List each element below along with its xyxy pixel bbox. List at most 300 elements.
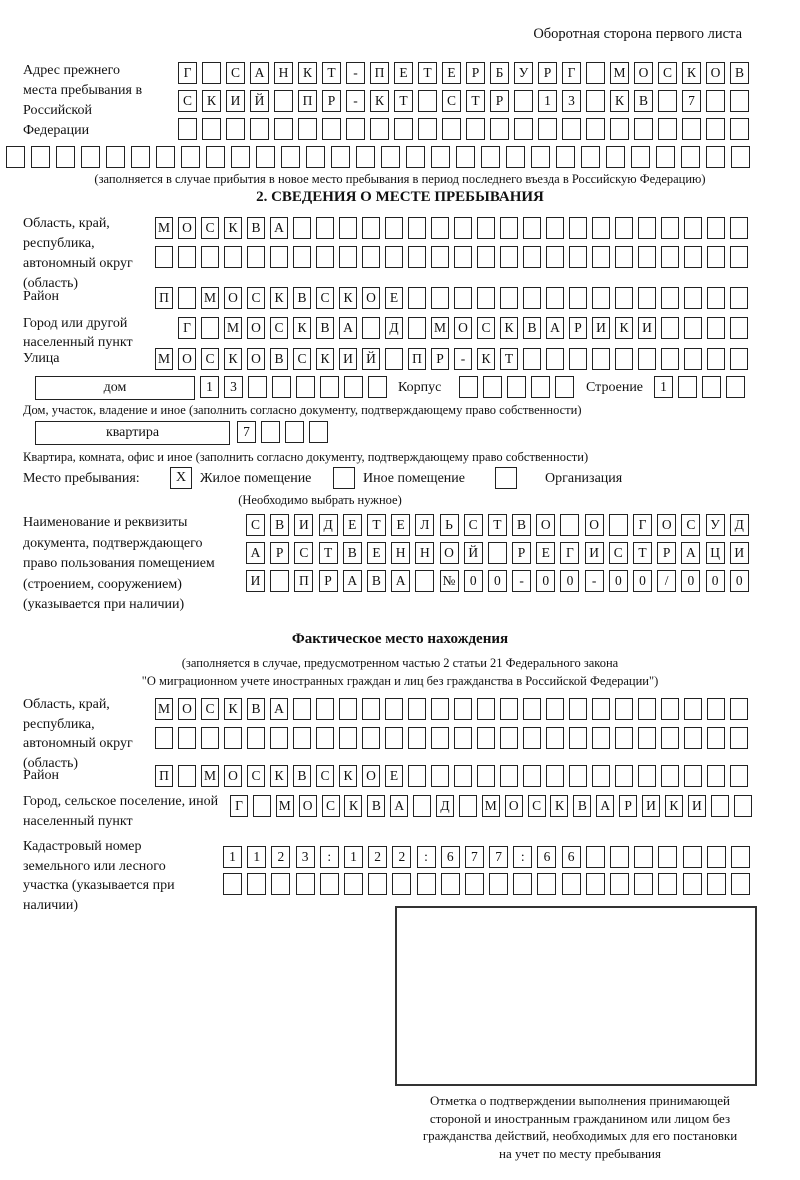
char-cell[interactable]	[206, 146, 225, 168]
char-cell[interactable]: 2	[271, 846, 290, 868]
char-cell[interactable]	[711, 795, 729, 817]
char-cell[interactable]	[638, 348, 656, 370]
char-cell[interactable]	[6, 146, 25, 168]
char-cell[interactable]	[661, 317, 679, 339]
char-cell[interactable]: 0	[488, 570, 507, 592]
char-cell[interactable]	[490, 118, 509, 140]
char-cell[interactable]	[370, 118, 389, 140]
char-cell[interactable]	[406, 146, 425, 168]
char-cell[interactable]	[296, 873, 315, 895]
char-cell[interactable]	[256, 146, 275, 168]
char-cell[interactable]	[661, 698, 679, 720]
char-cell[interactable]	[320, 376, 339, 398]
char-cell[interactable]: О	[178, 217, 196, 239]
char-cell[interactable]: И	[642, 795, 660, 817]
char-cell[interactable]	[707, 287, 725, 309]
char-cell[interactable]: 0	[609, 570, 628, 592]
char-cell[interactable]: К	[339, 287, 357, 309]
char-cell[interactable]	[592, 287, 610, 309]
char-cell[interactable]	[586, 118, 605, 140]
char-cell[interactable]	[592, 765, 610, 787]
char-cell[interactable]	[731, 873, 750, 895]
char-cell[interactable]	[638, 287, 656, 309]
char-cell[interactable]	[546, 765, 564, 787]
char-cell[interactable]	[339, 698, 357, 720]
dom-box[interactable]: дом	[35, 376, 195, 400]
char-cell[interactable]: Т	[488, 514, 507, 536]
char-cell[interactable]: 3	[224, 376, 243, 398]
char-cell[interactable]	[661, 348, 679, 370]
char-cell[interactable]	[431, 246, 449, 268]
char-cell[interactable]	[684, 217, 702, 239]
char-cell[interactable]	[569, 217, 587, 239]
char-cell[interactable]	[569, 698, 587, 720]
char-cell[interactable]: И	[730, 542, 749, 564]
char-cell[interactable]: В	[634, 90, 653, 112]
char-cell[interactable]: 2	[368, 846, 387, 868]
char-cell[interactable]: С	[528, 795, 546, 817]
char-cell[interactable]	[500, 246, 518, 268]
char-cell[interactable]: С	[201, 348, 219, 370]
char-cell[interactable]	[293, 727, 311, 749]
char-cell[interactable]: А	[596, 795, 614, 817]
char-cell[interactable]	[178, 727, 196, 749]
char-cell[interactable]: Д	[436, 795, 454, 817]
char-cell[interactable]	[730, 118, 749, 140]
char-cell[interactable]: С	[316, 765, 334, 787]
char-cell[interactable]: Р	[322, 90, 341, 112]
char-cell[interactable]	[155, 246, 173, 268]
char-cell[interactable]: К	[550, 795, 568, 817]
char-cell[interactable]: Р	[270, 542, 289, 564]
char-cell[interactable]: А	[250, 62, 269, 84]
char-cell[interactable]: С	[322, 795, 340, 817]
char-cell[interactable]: 0	[633, 570, 652, 592]
char-cell[interactable]	[523, 727, 541, 749]
char-cell[interactable]: Б	[490, 62, 509, 84]
char-cell[interactable]	[546, 287, 564, 309]
char-cell[interactable]	[431, 146, 450, 168]
char-cell[interactable]	[707, 246, 725, 268]
char-cell[interactable]: О	[362, 765, 380, 787]
char-cell[interactable]	[730, 765, 748, 787]
char-cell[interactable]	[734, 795, 752, 817]
char-cell[interactable]: О	[362, 287, 380, 309]
char-cell[interactable]: Т	[466, 90, 485, 112]
char-cell[interactable]: Е	[385, 287, 403, 309]
char-cell[interactable]	[683, 873, 702, 895]
char-cell[interactable]: Й	[362, 348, 380, 370]
char-cell[interactable]	[431, 765, 449, 787]
char-cell[interactable]: С	[246, 514, 265, 536]
char-cell[interactable]: 0	[464, 570, 483, 592]
char-cell[interactable]: О	[585, 514, 604, 536]
char-cell[interactable]	[658, 118, 677, 140]
char-cell[interactable]	[706, 118, 725, 140]
char-cell[interactable]	[306, 146, 325, 168]
char-cell[interactable]: №	[440, 570, 459, 592]
char-cell[interactable]: С	[316, 287, 334, 309]
char-cell[interactable]	[408, 246, 426, 268]
char-cell[interactable]	[638, 765, 656, 787]
char-cell[interactable]	[684, 348, 702, 370]
char-cell[interactable]	[417, 873, 436, 895]
char-cell[interactable]	[385, 698, 403, 720]
char-cell[interactable]: А	[390, 795, 408, 817]
char-cell[interactable]: О	[634, 62, 653, 84]
char-cell[interactable]	[606, 146, 625, 168]
char-cell[interactable]	[513, 873, 532, 895]
char-cell[interactable]	[224, 246, 242, 268]
char-cell[interactable]	[456, 146, 475, 168]
char-cell[interactable]	[730, 698, 748, 720]
char-cell[interactable]	[224, 727, 242, 749]
char-cell[interactable]: Т	[367, 514, 386, 536]
char-cell[interactable]: В	[293, 765, 311, 787]
char-cell[interactable]: А	[270, 698, 288, 720]
char-cell[interactable]: X	[170, 467, 192, 489]
char-cell[interactable]	[322, 118, 341, 140]
char-cell[interactable]: Л	[415, 514, 434, 536]
char-cell[interactable]	[506, 146, 525, 168]
char-cell[interactable]	[274, 118, 293, 140]
char-cell[interactable]	[586, 90, 605, 112]
char-cell[interactable]	[344, 376, 363, 398]
char-cell[interactable]: 0	[730, 570, 749, 592]
char-cell[interactable]: О	[178, 698, 196, 720]
char-cell[interactable]	[707, 317, 725, 339]
char-cell[interactable]: У	[706, 514, 725, 536]
char-cell[interactable]: :	[320, 846, 339, 868]
char-cell[interactable]	[523, 246, 541, 268]
char-cell[interactable]	[231, 146, 250, 168]
char-cell[interactable]: Т	[394, 90, 413, 112]
char-cell[interactable]: К	[293, 317, 311, 339]
char-cell[interactable]: О	[247, 348, 265, 370]
char-cell[interactable]	[707, 873, 726, 895]
char-cell[interactable]: 0	[536, 570, 555, 592]
char-cell[interactable]: В	[523, 317, 541, 339]
char-cell[interactable]	[339, 217, 357, 239]
char-cell[interactable]	[250, 118, 269, 140]
char-cell[interactable]	[684, 698, 702, 720]
char-cell[interactable]	[586, 846, 605, 868]
char-cell[interactable]	[546, 246, 564, 268]
char-cell[interactable]	[592, 217, 610, 239]
char-cell[interactable]	[385, 246, 403, 268]
char-cell[interactable]	[201, 317, 219, 339]
char-cell[interactable]: И	[226, 90, 245, 112]
char-cell[interactable]	[316, 217, 334, 239]
char-cell[interactable]	[362, 217, 380, 239]
char-cell[interactable]	[615, 765, 633, 787]
char-cell[interactable]	[362, 698, 380, 720]
char-cell[interactable]: Д	[385, 317, 403, 339]
char-cell[interactable]	[202, 118, 221, 140]
char-cell[interactable]	[274, 90, 293, 112]
char-cell[interactable]	[684, 287, 702, 309]
char-cell[interactable]	[706, 146, 725, 168]
char-cell[interactable]	[333, 467, 355, 489]
char-cell[interactable]	[385, 727, 403, 749]
char-cell[interactable]: С	[477, 317, 495, 339]
char-cell[interactable]: И	[592, 317, 610, 339]
char-cell[interactable]: С	[226, 62, 245, 84]
char-cell[interactable]	[281, 146, 300, 168]
char-cell[interactable]: М	[201, 287, 219, 309]
char-cell[interactable]	[681, 146, 700, 168]
char-cell[interactable]: К	[615, 317, 633, 339]
char-cell[interactable]	[408, 217, 426, 239]
kvartira-box[interactable]: квартира	[35, 421, 230, 445]
char-cell[interactable]: В	[367, 570, 386, 592]
char-cell[interactable]	[316, 246, 334, 268]
char-cell[interactable]	[610, 118, 629, 140]
char-cell[interactable]: В	[293, 287, 311, 309]
char-cell[interactable]	[638, 727, 656, 749]
char-cell[interactable]	[523, 348, 541, 370]
char-cell[interactable]	[638, 217, 656, 239]
char-cell[interactable]: И	[688, 795, 706, 817]
char-cell[interactable]	[615, 217, 633, 239]
char-cell[interactable]: А	[546, 317, 564, 339]
char-cell[interactable]: 7	[489, 846, 508, 868]
char-cell[interactable]	[586, 62, 605, 84]
char-cell[interactable]: К	[224, 217, 242, 239]
char-cell[interactable]	[362, 727, 380, 749]
char-cell[interactable]: А	[391, 570, 410, 592]
char-cell[interactable]: В	[270, 348, 288, 370]
char-cell[interactable]	[546, 217, 564, 239]
char-cell[interactable]	[615, 246, 633, 268]
char-cell[interactable]	[247, 246, 265, 268]
char-cell[interactable]	[331, 146, 350, 168]
char-cell[interactable]	[465, 873, 484, 895]
char-cell[interactable]: Р	[619, 795, 637, 817]
char-cell[interactable]: 1	[344, 846, 363, 868]
char-cell[interactable]: К	[344, 795, 362, 817]
char-cell[interactable]: О	[657, 514, 676, 536]
char-cell[interactable]	[477, 287, 495, 309]
char-cell[interactable]: К	[370, 90, 389, 112]
char-cell[interactable]	[661, 217, 679, 239]
char-cell[interactable]	[309, 421, 328, 443]
char-cell[interactable]	[31, 146, 50, 168]
char-cell[interactable]: С	[681, 514, 700, 536]
char-cell[interactable]	[155, 727, 173, 749]
char-cell[interactable]: И	[294, 514, 313, 536]
char-cell[interactable]: 3	[562, 90, 581, 112]
char-cell[interactable]	[592, 727, 610, 749]
char-cell[interactable]	[730, 348, 748, 370]
char-cell[interactable]	[270, 246, 288, 268]
char-cell[interactable]	[56, 146, 75, 168]
char-cell[interactable]: 7	[237, 421, 256, 443]
char-cell[interactable]	[454, 698, 472, 720]
char-cell[interactable]: Й	[464, 542, 483, 564]
char-cell[interactable]: А	[339, 317, 357, 339]
char-cell[interactable]: 6	[441, 846, 460, 868]
char-cell[interactable]	[538, 118, 557, 140]
char-cell[interactable]	[726, 376, 745, 398]
char-cell[interactable]: С	[293, 348, 311, 370]
char-cell[interactable]: В	[367, 795, 385, 817]
char-cell[interactable]: П	[155, 765, 173, 787]
char-cell[interactable]	[270, 570, 289, 592]
char-cell[interactable]: М	[276, 795, 294, 817]
char-cell[interactable]: Е	[442, 62, 461, 84]
char-cell[interactable]: 7	[465, 846, 484, 868]
char-cell[interactable]	[431, 217, 449, 239]
char-cell[interactable]: С	[178, 90, 197, 112]
char-cell[interactable]: К	[224, 348, 242, 370]
char-cell[interactable]: М	[610, 62, 629, 84]
char-cell[interactable]: П	[370, 62, 389, 84]
char-cell[interactable]: 0	[560, 570, 579, 592]
char-cell[interactable]	[385, 348, 403, 370]
char-cell[interactable]: Н	[274, 62, 293, 84]
char-cell[interactable]: :	[417, 846, 436, 868]
char-cell[interactable]	[615, 287, 633, 309]
char-cell[interactable]: В	[730, 62, 749, 84]
char-cell[interactable]	[500, 217, 518, 239]
char-cell[interactable]	[569, 765, 587, 787]
char-cell[interactable]: Т	[500, 348, 518, 370]
char-cell[interactable]	[178, 287, 196, 309]
char-cell[interactable]	[106, 146, 125, 168]
char-cell[interactable]: О	[454, 317, 472, 339]
char-cell[interactable]: У	[514, 62, 533, 84]
char-cell[interactable]: Г	[178, 62, 197, 84]
char-cell[interactable]	[247, 873, 266, 895]
char-cell[interactable]: 6	[562, 846, 581, 868]
char-cell[interactable]	[707, 698, 725, 720]
char-cell[interactable]	[431, 287, 449, 309]
char-cell[interactable]	[631, 146, 650, 168]
char-cell[interactable]	[730, 727, 748, 749]
char-cell[interactable]	[441, 873, 460, 895]
char-cell[interactable]	[385, 217, 403, 239]
char-cell[interactable]: С	[201, 698, 219, 720]
char-cell[interactable]	[253, 795, 271, 817]
char-cell[interactable]: С	[247, 287, 265, 309]
char-cell[interactable]	[459, 795, 477, 817]
char-cell[interactable]	[431, 698, 449, 720]
char-cell[interactable]	[500, 727, 518, 749]
char-cell[interactable]: Т	[319, 542, 338, 564]
char-cell[interactable]	[562, 118, 581, 140]
char-cell[interactable]	[454, 217, 472, 239]
char-cell[interactable]	[477, 698, 495, 720]
char-cell[interactable]	[592, 698, 610, 720]
char-cell[interactable]: К	[316, 348, 334, 370]
char-cell[interactable]: А	[343, 570, 362, 592]
char-cell[interactable]: О	[178, 348, 196, 370]
char-cell[interactable]	[156, 146, 175, 168]
char-cell[interactable]	[546, 348, 564, 370]
char-cell[interactable]: С	[201, 217, 219, 239]
char-cell[interactable]	[293, 698, 311, 720]
char-cell[interactable]: С	[247, 765, 265, 787]
char-cell[interactable]: Е	[367, 542, 386, 564]
char-cell[interactable]	[706, 90, 725, 112]
char-cell[interactable]: М	[224, 317, 242, 339]
char-cell[interactable]	[702, 376, 721, 398]
char-cell[interactable]: К	[298, 62, 317, 84]
char-cell[interactable]	[466, 118, 485, 140]
char-cell[interactable]: П	[294, 570, 313, 592]
char-cell[interactable]	[514, 90, 533, 112]
char-cell[interactable]	[368, 873, 387, 895]
char-cell[interactable]: В	[247, 217, 265, 239]
char-cell[interactable]	[546, 727, 564, 749]
char-cell[interactable]: И	[585, 542, 604, 564]
char-cell[interactable]	[531, 146, 550, 168]
char-cell[interactable]: К	[270, 765, 288, 787]
char-cell[interactable]: Г	[230, 795, 248, 817]
char-cell[interactable]	[592, 348, 610, 370]
char-cell[interactable]: Н	[391, 542, 410, 564]
char-cell[interactable]	[201, 246, 219, 268]
char-cell[interactable]	[684, 246, 702, 268]
char-cell[interactable]	[362, 317, 380, 339]
char-cell[interactable]	[483, 376, 502, 398]
char-cell[interactable]	[285, 421, 304, 443]
char-cell[interactable]: Г	[633, 514, 652, 536]
char-cell[interactable]: К	[339, 765, 357, 787]
char-cell[interactable]	[178, 765, 196, 787]
char-cell[interactable]: Е	[536, 542, 555, 564]
char-cell[interactable]: О	[224, 765, 242, 787]
char-cell[interactable]	[346, 118, 365, 140]
char-cell[interactable]: Т	[418, 62, 437, 84]
char-cell[interactable]: -	[512, 570, 531, 592]
char-cell[interactable]	[500, 698, 518, 720]
char-cell[interactable]: К	[500, 317, 518, 339]
char-cell[interactable]: Г	[562, 62, 581, 84]
char-cell[interactable]	[634, 118, 653, 140]
char-cell[interactable]	[610, 846, 629, 868]
char-cell[interactable]: О	[536, 514, 555, 536]
char-cell[interactable]	[656, 146, 675, 168]
char-cell[interactable]: К	[202, 90, 221, 112]
char-cell[interactable]: М	[431, 317, 449, 339]
char-cell[interactable]: П	[408, 348, 426, 370]
char-cell[interactable]: И	[638, 317, 656, 339]
char-cell[interactable]	[707, 727, 725, 749]
char-cell[interactable]: Р	[466, 62, 485, 84]
char-cell[interactable]: Д	[730, 514, 749, 536]
char-cell[interactable]: Т	[633, 542, 652, 564]
char-cell[interactable]	[418, 118, 437, 140]
char-cell[interactable]: С	[658, 62, 677, 84]
char-cell[interactable]	[298, 118, 317, 140]
char-cell[interactable]: И	[339, 348, 357, 370]
char-cell[interactable]: -	[346, 62, 365, 84]
checkbox-zhiloe[interactable]	[170, 467, 192, 489]
char-cell[interactable]	[682, 118, 701, 140]
char-cell[interactable]: И	[246, 570, 265, 592]
char-cell[interactable]	[730, 317, 748, 339]
char-cell[interactable]	[408, 698, 426, 720]
char-cell[interactable]: А	[246, 542, 265, 564]
char-cell[interactable]	[569, 287, 587, 309]
char-cell[interactable]	[415, 570, 434, 592]
char-cell[interactable]: В	[270, 514, 289, 536]
char-cell[interactable]: Ц	[706, 542, 725, 564]
char-cell[interactable]: М	[201, 765, 219, 787]
char-cell[interactable]	[495, 467, 517, 489]
